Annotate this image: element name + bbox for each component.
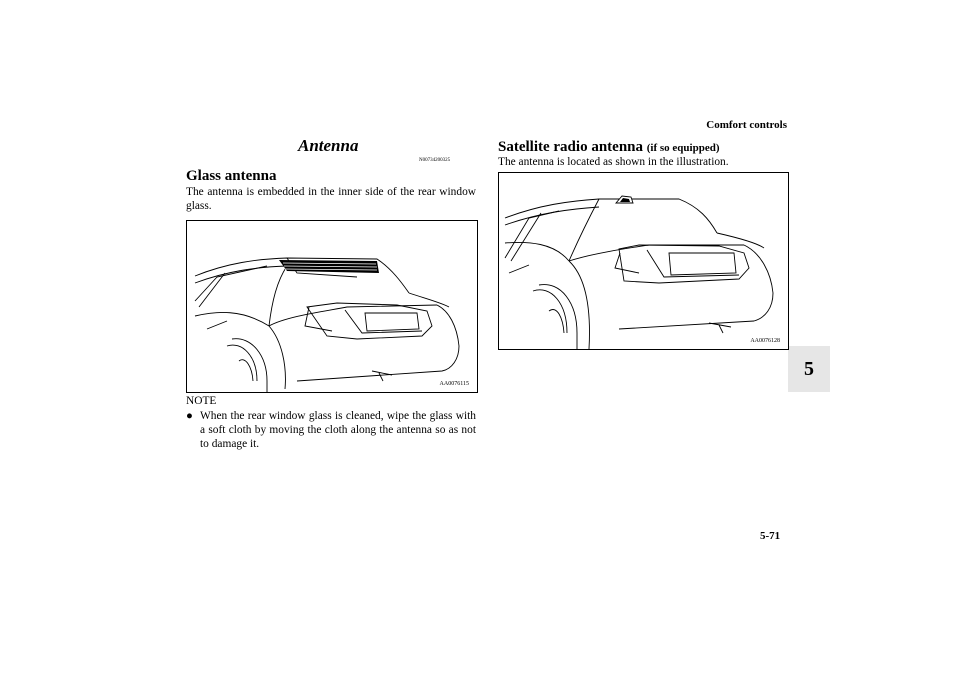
glass-antenna-heading: Glass antenna xyxy=(186,168,277,184)
glass-antenna-body: The antenna is embedded in the inner side of the rear window glass. xyxy=(186,186,476,212)
satellite-antenna-heading-text: Satellite radio antenna xyxy=(498,139,643,155)
car-rear-illustration xyxy=(187,221,477,392)
page-number: 5-71 xyxy=(760,530,781,542)
satellite-antenna-body: The antenna is located as shown in the illustration. xyxy=(498,156,729,168)
figure-code: AA0076128 xyxy=(750,338,780,344)
satellite-antenna-figure xyxy=(498,172,789,350)
figure-code: AA0076115 xyxy=(439,381,469,387)
note-item xyxy=(186,409,476,451)
satellite-antenna-heading xyxy=(498,139,720,156)
car-rear-illustration xyxy=(499,173,788,349)
note-label: NOTE xyxy=(186,395,217,407)
note-text: When the rear window glass is cleaned, wipe the glass with a soft cloth by moving the cloth along the antenna so as not to damage it. xyxy=(200,410,476,450)
running-head: Comfort controls xyxy=(706,119,787,131)
glass-antenna-figure xyxy=(186,220,478,393)
chapter-tab: 5 xyxy=(788,346,830,392)
bullet-icon: ● xyxy=(186,410,193,422)
section-code: N00734200325 xyxy=(419,158,451,163)
satellite-antenna-heading-suffix: (if so equipped) xyxy=(646,142,720,154)
section-title: Antenna xyxy=(298,136,359,155)
